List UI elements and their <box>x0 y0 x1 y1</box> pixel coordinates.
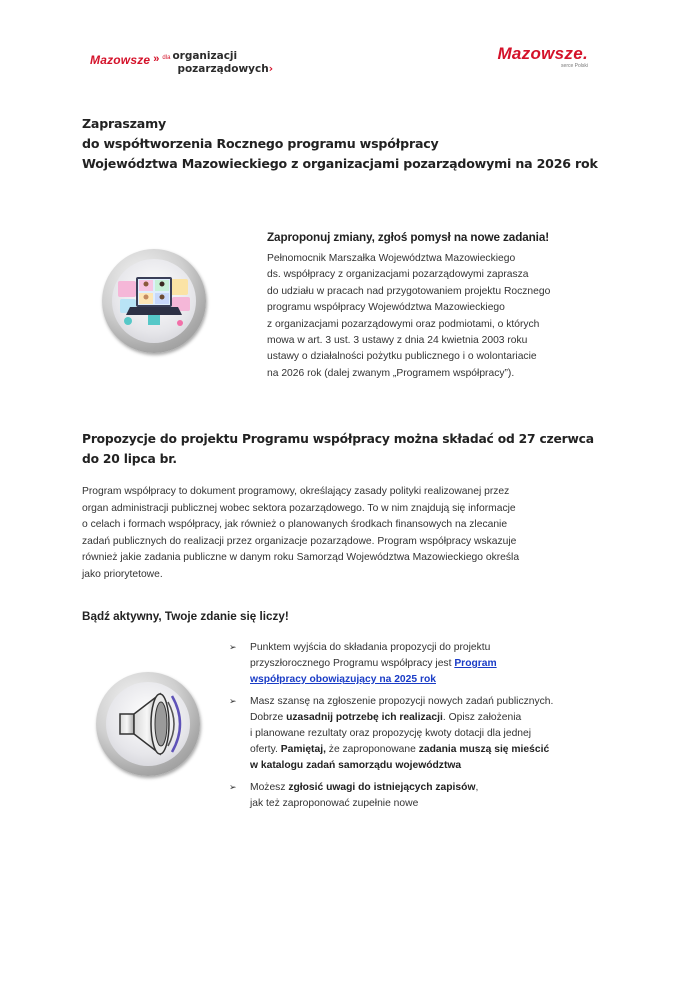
bullet3-text-1: Możesz <box>250 782 289 794</box>
section2-line: również jakie zadania publiczne w danym roku Samorząd Województwa Mazowieckiego określa <box>82 552 520 564</box>
section1-line: z organizacjami pozarządowymi oraz podmiotami, o których <box>267 318 540 330</box>
bullet1-text-2: przyszłorocznego Programu współpracy jest <box>250 657 455 669</box>
title-line-2: do współtworzenia Rocznego programu współpracy <box>82 136 439 151</box>
program-link-text-1[interactable]: Program <box>454 657 497 669</box>
section1-line: na 2026 rok (dalej zwanym „Programem współpracy”). <box>267 367 515 379</box>
logo-mazowsze-dla-organizacji <box>90 50 273 76</box>
logo-line-1: organizacji <box>172 50 238 62</box>
list-item <box>229 780 629 812</box>
title-line-3: Województwa Mazowieckiego z organizacjami pozarządowymi na 2026 rok <box>82 156 598 171</box>
section1-body <box>267 251 637 382</box>
bullet2-text-3: . Opisz założenia <box>442 712 522 724</box>
logo-line-2 <box>172 63 273 76</box>
section2-heading <box>82 429 642 469</box>
section1-line: Pełnomocnik Marszałka Województwa Mazowieckiego <box>267 253 516 264</box>
section3-heading: Bądź aktywny, Twoje zdanie się liczy! <box>82 610 289 623</box>
section1-line: do udziału w pracach nad przygotowaniem projektu Rocznego <box>267 285 551 297</box>
section2-heading-line-1: Propozycje do projektu Programu współpracy można składać od 27 czerwca <box>82 432 594 446</box>
bullet3-text-3: jak też zaproponować zupełnie nowe <box>250 798 419 810</box>
logo-end-chevron: › <box>268 63 274 75</box>
section1-heading: Zaproponuj zmiany, zgłoś pomysł na nowe zadania! <box>267 231 550 244</box>
illustration-inner <box>112 259 196 343</box>
laptop-icon <box>112 259 196 343</box>
section2-line: zadań publicznych do realizacji przez organizacje pozarządowe. Program współpracy wskazuje <box>82 535 517 547</box>
logo-chevrons: » <box>153 53 160 65</box>
logo-brand-text: Mazowsze <box>90 53 151 67</box>
section2-line: o celach i formach współpracy, jak również o planowanych środkach finansowych na zlecanie <box>82 519 508 531</box>
logo-org-lines <box>172 50 273 76</box>
section1-line: ds. współpracy z organizacjami pozarządowymi zaprasza <box>267 269 529 281</box>
arrow-bullet-icon: ➢ <box>229 782 237 793</box>
section2-line: organ administracji publicznej wobec sektora pozarządowego. To w nim znajdują się informacje <box>82 502 516 514</box>
bullet2-bold-4: w katalogu zadań samorządu województwa <box>250 759 462 771</box>
section2-line: Program współpracy to dokument programowy, określający zasady polityki realizowanej przez <box>82 486 510 497</box>
bullet2-text-1: Masz szansę na zgłoszenie propozycji nowych zadań publicznych. <box>250 696 554 708</box>
section2-body <box>82 484 642 584</box>
list-item <box>229 694 629 773</box>
bullet1-text-1: Punktem wyjścia do składania propozycji do projektu <box>250 642 491 653</box>
title-line-1: Zapraszamy <box>82 116 167 131</box>
megaphone-icon <box>106 682 190 766</box>
logo-mazowsze-brand: Mazowsze. <box>497 44 588 63</box>
bullet2-text-6: że zaproponowane <box>325 743 419 755</box>
section1-line: mowa w art. 3 ust. 3 ustawy z dnia 24 kwietnia 2003 roku <box>267 335 528 347</box>
bullet2-text-4: i planowane rezultaty oraz propozycję kwoty dotacji dla jednej <box>250 727 532 739</box>
program-link-text-2[interactable]: współpracy obowiązujący na 2025 rok <box>250 673 436 685</box>
logo-mazowsze <box>478 44 588 69</box>
bullet3-bold-1: zgłosić uwagi do istniejących zapisów <box>288 782 476 794</box>
laptop-meeting-illustration <box>102 249 206 353</box>
section1-line: ustawy o działalności pożytku publicznego i o wolontariacie <box>267 351 537 363</box>
bullet2-bold-2: Pamiętaj, <box>280 743 326 755</box>
logo-line-2-text: pozarządowych <box>177 63 269 75</box>
arrow-bullet-icon: ➢ <box>229 696 237 707</box>
logo-org-block <box>162 50 273 76</box>
section2-heading-line-2: do 20 lipca br. <box>82 452 177 466</box>
illustration-inner <box>106 682 190 766</box>
bullet2-text-2: Dobrze <box>250 712 287 724</box>
section1-line: programu współpracy Województwa Mazowieckiego <box>267 302 505 314</box>
megaphone-illustration <box>96 672 200 776</box>
bullet2-bold-3: zadania muszą się mieścić <box>418 743 550 755</box>
bullet2-text-5: oferty. <box>250 743 281 755</box>
list-item <box>229 640 629 687</box>
action-bullet-list <box>229 640 629 819</box>
bullet2-bold-1: uzasadnij potrzebę ich realizacji <box>286 712 443 724</box>
page-title <box>82 114 642 174</box>
logo-dla: dla <box>162 55 171 61</box>
bullet3-text-2: , <box>475 782 479 794</box>
section2-line: jako priorytetowe. <box>82 568 163 580</box>
logo-tagline: serce Polski <box>561 63 588 69</box>
arrow-bullet-icon: ➢ <box>229 642 237 652</box>
